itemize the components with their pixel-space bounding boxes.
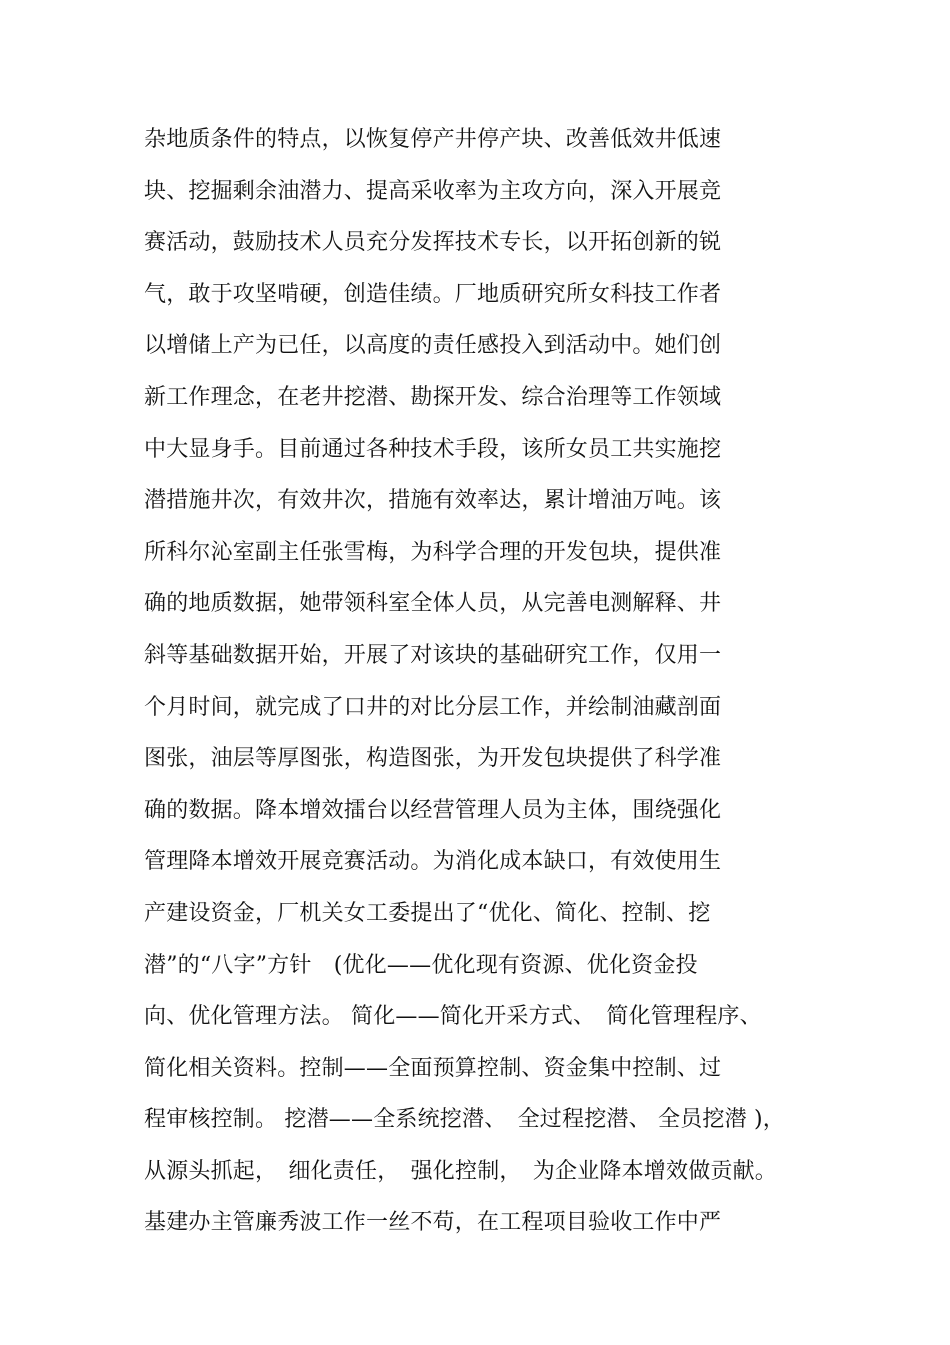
body-text <box>144 121 844 1256</box>
text-line-17: 潜”的“八字”方针 (优化——优化现有资源、优化资金投 <box>144 952 698 978</box>
text-line-14: 确的数据。降本增效擂台以经营管理人员为主体，围绕强化 <box>144 797 722 823</box>
text-line-16: 产建设资金，厂机关女工委提出了“优化、简化、控制、挖 <box>144 900 711 926</box>
text-line-1: 杂地质条件的特点，以恢复停产井停产块、改善低效井低速 <box>144 127 722 152</box>
text-line-15: 管理降本增效开展竞赛活动。为消化成本缺口，有效使用生 <box>144 849 722 875</box>
text-line-18: 向、优化管理方法。 简化——简化开采方式、 简化管理程序、 <box>144 1004 762 1030</box>
text-line-13: 图张，油层等厚图张，构造图张，为开发包块提供了科学准 <box>144 746 722 772</box>
text-line-20: 程审核控制。 挖潜——全系统挖潜、 全过程挖潜、 全员挖潜 )， <box>144 1107 785 1133</box>
text-line-6: 新工作理念，在老井挖潜、勘探开发、综合治理等工作领域 <box>144 384 722 410</box>
text-line-11: 斜等基础数据开始，开展了对该块的基础研究工作，仅用一 <box>144 642 722 668</box>
text-line-9: 所科尔沁室副主任张雪梅，为科学合理的开发包块，提供准 <box>144 539 722 565</box>
text-line-7: 中大显身手。目前通过各种技术手段，该所女员工共实施挖 <box>144 436 722 462</box>
text-line-5: 以增储上产为已任，以高度的责任感投入到活动中。她们创 <box>144 333 722 359</box>
text-line-2: 块、挖掘剩余油潜力、提高采收率为主攻方向，深入开展竞 <box>144 178 722 204</box>
text-line-3: 赛活动，鼓励技术人员充分发挥技术专长，以开拓创新的锐 <box>144 230 722 256</box>
text-line-8: 潜措施井次，有效井次，措施有效率达，累计增油万吨。该 <box>144 488 722 514</box>
text-line-12: 个月时间，就完成了口井的对比分层工作，并绘制油藏剖面 <box>144 694 722 720</box>
text-line-21: 从源头抓起， 细化责任， 强化控制， 为企业降本增效做贡献。 <box>144 1158 778 1184</box>
text-line-19: 简化相关资料。控制——全面预算控制、资金集中控制、过 <box>144 1055 722 1081</box>
text-line-4: 气，敢于攻坚啃硬，创造佳绩。厂地质研究所女科技工作者 <box>144 281 722 307</box>
text-line-22: 基建办主管廉秀波工作一丝不苟，在工程项目验收工作中严 <box>144 1210 722 1236</box>
text-line-10: 确的地质数据，她带领科室全体人员，从完善电测解释、井 <box>144 591 722 617</box>
